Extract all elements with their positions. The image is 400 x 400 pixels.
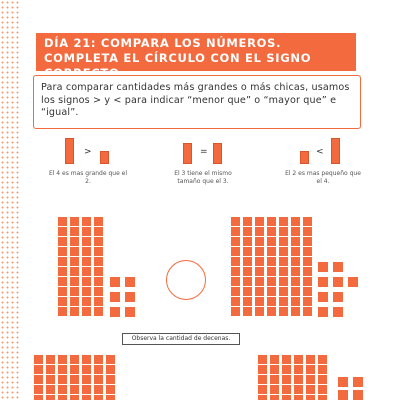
ten-rod bbox=[306, 355, 315, 400]
ten-rod bbox=[282, 355, 291, 400]
page-title: DÍA 21: COMPARA LOS NÚMEROS. COMPLETA EL CÍRCULO CON EL SIGNO CORRECTO. bbox=[36, 33, 356, 71]
ten-rod bbox=[255, 217, 264, 317]
ten-rod bbox=[106, 355, 115, 400]
unit-cube bbox=[318, 307, 328, 317]
unit-cube bbox=[338, 377, 348, 387]
ten-rod bbox=[294, 355, 303, 400]
dotted-border bbox=[0, 0, 20, 400]
ten-rod bbox=[270, 355, 279, 400]
unit-cube bbox=[333, 277, 343, 287]
unit-cube bbox=[333, 292, 343, 302]
sign-less: < bbox=[316, 147, 324, 157]
ten-rod bbox=[34, 355, 43, 400]
ten-rod bbox=[70, 217, 79, 317]
ten-rod bbox=[291, 217, 300, 317]
unit-cube bbox=[318, 277, 328, 287]
bar-4b bbox=[331, 138, 340, 164]
ten-rod bbox=[258, 355, 267, 400]
ten-rod bbox=[94, 217, 103, 317]
unit-cube bbox=[110, 307, 120, 317]
unit-cube bbox=[353, 377, 363, 387]
unit-cube bbox=[348, 277, 358, 287]
intro-text: Para comparar cantidades más grandes o más chicas, usamos los signos > y < para indicar “menor que” o “mayor que” e “igual”. bbox=[33, 75, 361, 129]
bar-3-right bbox=[213, 143, 222, 164]
unit-cube bbox=[338, 390, 348, 400]
ten-rod bbox=[318, 355, 327, 400]
ten-rod bbox=[231, 217, 240, 317]
bar-2 bbox=[100, 151, 109, 164]
unit-cube bbox=[110, 292, 120, 302]
ten-rod bbox=[46, 355, 55, 400]
sign-equal: = bbox=[200, 147, 208, 157]
ten-rod bbox=[303, 217, 312, 317]
unit-cube bbox=[125, 292, 135, 302]
ten-rod bbox=[82, 217, 91, 317]
caption-greater: El 4 es mas grande que el 2. bbox=[48, 170, 128, 185]
ten-rod bbox=[82, 355, 91, 400]
unit-cube bbox=[333, 307, 343, 317]
unit-cube bbox=[333, 262, 343, 272]
sign-greater: > bbox=[84, 147, 92, 157]
bar-3-left bbox=[183, 143, 192, 164]
ten-rod bbox=[267, 217, 276, 317]
ten-rod bbox=[58, 355, 67, 400]
ten-rod bbox=[279, 217, 288, 317]
ten-rod bbox=[70, 355, 79, 400]
bar-4 bbox=[65, 138, 74, 164]
ten-rod bbox=[58, 217, 67, 317]
answer-circle-1[interactable] bbox=[166, 260, 206, 300]
hint-note: Observa la cantidad de decenas. bbox=[122, 333, 240, 345]
ten-rod bbox=[243, 217, 252, 317]
bar-2b bbox=[300, 151, 309, 164]
ten-rod bbox=[94, 355, 103, 400]
unit-cube bbox=[353, 390, 363, 400]
caption-equal: El 3 tiene el mismo tamaño que el 3. bbox=[174, 170, 232, 185]
unit-cube bbox=[125, 277, 135, 287]
caption-less: El 2 es mas pequeño que el 4. bbox=[285, 170, 361, 185]
unit-cube bbox=[318, 262, 328, 272]
unit-cube bbox=[318, 292, 328, 302]
unit-cube bbox=[110, 277, 120, 287]
unit-cube bbox=[125, 307, 135, 317]
